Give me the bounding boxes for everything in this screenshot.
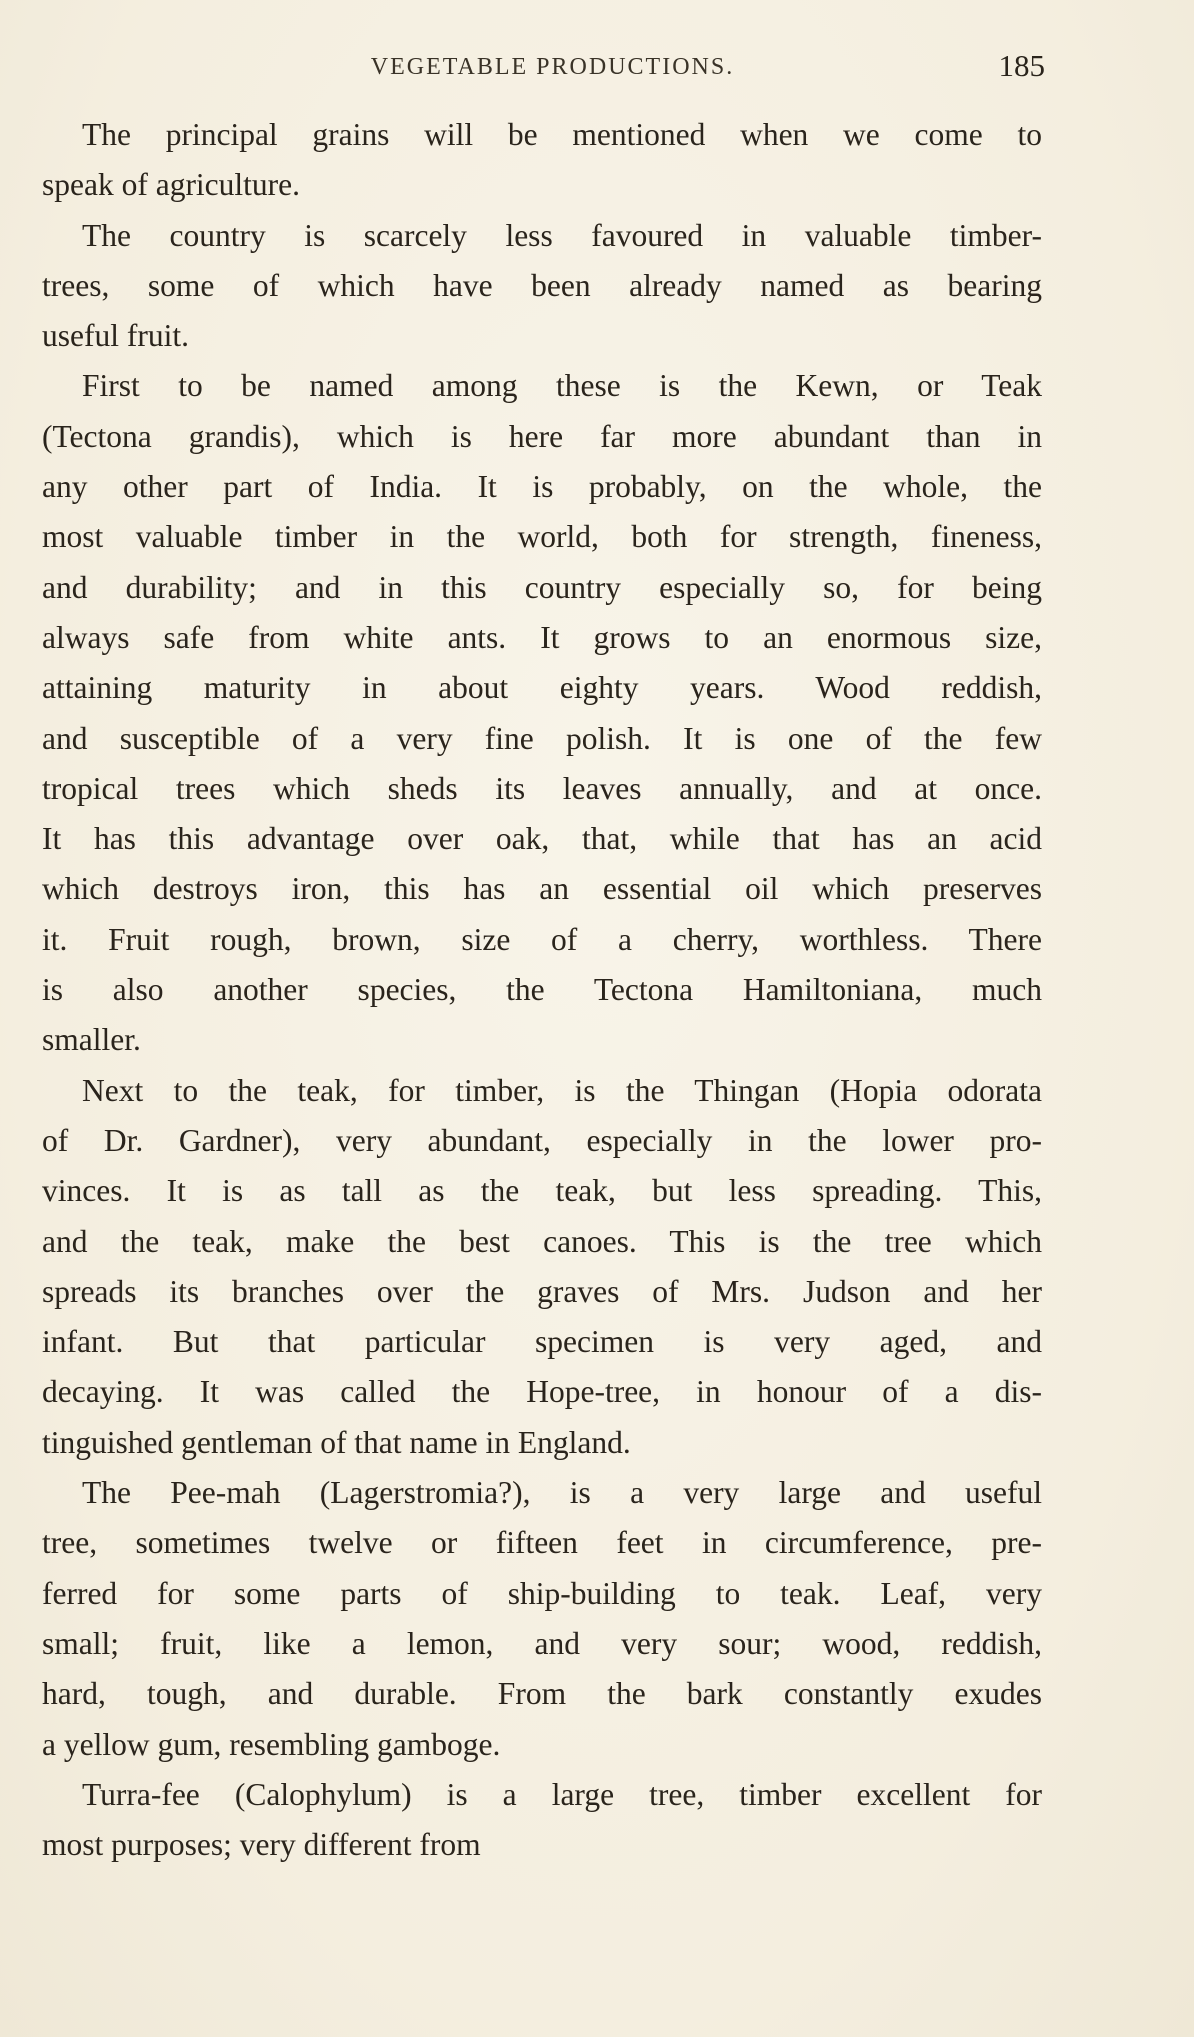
running-title: VEGETABLE PRODUCTIONS. (370, 54, 735, 80)
text-line: always safe from white ants. It grows to an enormous size, (42, 619, 1042, 655)
text-line: of Dr. Gardner), very abundant, especially in the lower pro- (42, 1122, 1042, 1158)
text-line: vinces. It is as tall as the teak, but less spreading. This, (42, 1173, 1042, 1209)
text-line: and the teak, make the best canoes. This is the tree which (42, 1223, 1042, 1259)
text-line: smaller. (42, 1022, 141, 1058)
text-line: The principal grains will be mentioned when we come to (82, 117, 1042, 152)
text-line: a yellow gum, resembling gamboge. (42, 1726, 501, 1762)
text-line: useful fruit. (42, 318, 189, 354)
text-line: tinguished gentleman of that name in England. (42, 1424, 631, 1460)
page-number: 185 (998, 48, 1045, 83)
text-line: ferred for some parts of ship-building to teak. Leaf, very (42, 1575, 1042, 1611)
text-line: hard, tough, and durable. From the bark constantly exudes (42, 1676, 1042, 1712)
text-line: most purposes; very different from (42, 1827, 481, 1863)
text-line: spreads its branches over the graves of Mrs. Judson and her (42, 1273, 1042, 1309)
text-line: small; fruit, like a lemon, and very sour; wood, reddish, (42, 1625, 1042, 1661)
text-line: infant. But that particular specimen is very aged, and (42, 1324, 1042, 1360)
text-line: most valuable timber in the world, both for strength, fineness, (42, 519, 1042, 555)
text-line: Next to the teak, for timber, is the Thingan (Hopia odorata (82, 1072, 1042, 1108)
text-line: decaying. It was called the Hope-tree, in honour of a dis- (42, 1374, 1042, 1410)
text-line: It has this advantage over oak, that, while that has an acid (42, 821, 1042, 857)
text-line: any other part of India. It is probably, on the whole, the (42, 469, 1042, 505)
text-line: tropical trees which sheds its leaves annually, and at once. (42, 770, 1042, 806)
text-line: and durability; and in this country especially so, for being (42, 569, 1042, 605)
text-line: speak of agriculture. (42, 167, 301, 203)
text-line: (Tectona grandis), which is here far more abundant than in (42, 418, 1042, 454)
body-text (42, 110, 1042, 1870)
text-line: trees, some of which have been already named as bearing (42, 267, 1042, 303)
text-line: is also another species, the Tectona Hamiltoniana, much (42, 972, 1042, 1008)
text-line: attaining maturity in about eighty years. Wood reddish, (42, 670, 1042, 706)
text-line: it. Fruit rough, brown, size of a cherry, worthless. There (42, 921, 1042, 957)
text-line: Turra-fee (Calophylum) is a large tree, timber excellent for (82, 1776, 1042, 1812)
text-line: First to be named among these is the Kewn, or Teak (82, 368, 1042, 404)
text-line: The Pee-mah (Lagerstromia?), is a very large and useful (82, 1475, 1042, 1511)
text-line: tree, sometimes twelve or fifteen feet in circumference, pre- (42, 1525, 1042, 1561)
text-line: which destroys iron, this has an essential oil which preserves (42, 871, 1042, 907)
text-line: and susceptible of a very fine polish. It is one of the few (42, 720, 1042, 756)
running-head (60, 48, 1045, 88)
text-line: The country is scarcely less favoured in valuable timber- (82, 217, 1042, 253)
